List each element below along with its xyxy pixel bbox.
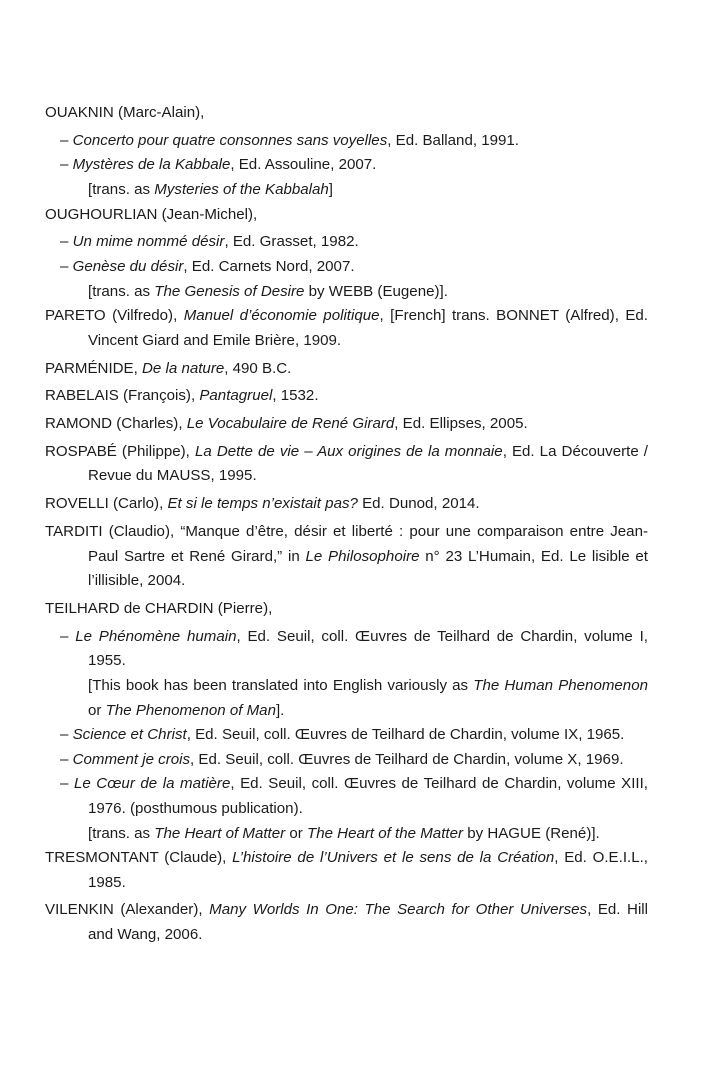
work-title: Mystères de la Kabbale bbox=[72, 156, 231, 174]
note-title-alt: The Phenomenon of Man bbox=[105, 701, 276, 719]
work-item bbox=[45, 625, 648, 674]
work-imprint: n° 23 L’Humain, Ed. Le lisible et l’illisible, 2004. bbox=[88, 547, 648, 590]
entry-rovelli bbox=[45, 492, 648, 517]
work-imprint: , [French] trans. BONNET (Alfred), Ed. Vincent Giard and Emile Brière, 1909. bbox=[88, 307, 649, 349]
work-item bbox=[45, 723, 648, 748]
entry-pareto bbox=[45, 304, 648, 353]
work-title: Le Phénomène humain bbox=[75, 627, 237, 645]
work-imprint: , Ed. Seuil, coll. Œuvres de Teilhard de Chardin, volume X, 1969. bbox=[190, 750, 624, 768]
note-suffix: ]. bbox=[275, 701, 285, 719]
author-heading: OUAKNIN (Marc-Alain), bbox=[45, 104, 205, 121]
note-mid: or bbox=[88, 701, 106, 719]
author-name: ROVELLI (Carlo), bbox=[45, 495, 168, 513]
translation-note bbox=[45, 178, 648, 203]
author-name: TARDITI (Claudio), “Manque d’être, désir et liberté : pour une comparaison entre Jean-Paul Sartre et René Girard,” in bbox=[45, 523, 648, 565]
entry-tresmontant bbox=[45, 846, 648, 895]
work-imprint: , Ed. Seuil, coll. Œuvres de Teilhard de Chardin, volume I, 1955. bbox=[88, 627, 648, 670]
work-title: L’histoire de l’Univers et le sens de la Création bbox=[232, 849, 555, 867]
bibliography-list bbox=[45, 101, 648, 948]
work-imprint: , Ed. Ellipses, 2005. bbox=[394, 415, 528, 433]
work-imprint: , 490 B.C. bbox=[224, 359, 292, 377]
note-suffix: ] bbox=[328, 180, 333, 198]
work-imprint: Ed. Dunod, 2014. bbox=[357, 495, 480, 513]
work-item bbox=[45, 230, 648, 255]
entry-parmenide bbox=[45, 357, 648, 382]
author-heading: OUGHOURLIAN (Jean-Michel), bbox=[45, 205, 258, 223]
author-name: VILENKIN (Alexander), bbox=[45, 901, 210, 919]
work-imprint: , 1532. bbox=[272, 387, 319, 405]
entry-heading-oughourlian bbox=[45, 203, 648, 228]
work-title: Many Worlds In One: The Search for Other Universes bbox=[209, 901, 588, 919]
note-title: Mysteries of the Kabbalah bbox=[154, 180, 329, 198]
note-prefix: [trans. as bbox=[88, 180, 155, 198]
author-name: RABELAIS (François), bbox=[45, 387, 200, 405]
work-item bbox=[45, 153, 648, 178]
work-imprint: , Ed. O.E.I.L., 1985. bbox=[88, 849, 648, 891]
work-item bbox=[45, 129, 648, 154]
work-imprint: , Ed. La Découverte / Revue du MAUSS, 1995. bbox=[88, 442, 648, 485]
translation-note bbox=[45, 280, 648, 305]
author-name: PARMÉNIDE, bbox=[45, 359, 143, 377]
work-item bbox=[45, 255, 648, 280]
note-title: The Heart of Matter bbox=[154, 824, 286, 842]
work-title: Pantagruel bbox=[199, 387, 273, 405]
author-heading: TEILHARD de CHARDIN (Pierre), bbox=[45, 599, 273, 617]
journal-title: Le Philosophoire bbox=[305, 547, 420, 565]
note-suffix: by WEBB (Eugene)]. bbox=[304, 282, 448, 300]
work-title: Un mime nommé désir bbox=[72, 233, 225, 251]
work-imprint: , Ed. Assouline, 2007. bbox=[230, 156, 377, 174]
translation-note bbox=[45, 822, 648, 847]
note-title: The Human Phenomenon bbox=[473, 676, 648, 694]
work-title: La Dette de vie – Aux origines de la monnaie bbox=[194, 442, 503, 460]
work-title: Concerto pour quatre consonnes sans voyelles bbox=[72, 131, 388, 149]
author-name: TRESMONTANT (Claude), bbox=[45, 849, 233, 867]
work-imprint: , Ed. Hill and Wang, 2006. bbox=[88, 901, 649, 944]
work-title: Le Vocabulaire de René Girard bbox=[186, 415, 395, 433]
list-dash: – bbox=[60, 156, 69, 174]
work-title: De la nature bbox=[142, 359, 225, 377]
work-imprint: , Ed. Seuil, coll. Œuvres de Teilhard de Chardin, volume XIII, 1976. (posthumous publication). bbox=[88, 775, 648, 817]
list-dash: – bbox=[60, 775, 69, 793]
entry-heading-teilhard bbox=[45, 597, 648, 622]
translation-note bbox=[45, 674, 648, 723]
note-prefix: [trans. as bbox=[88, 824, 155, 842]
work-title: Le Cœur de la matière bbox=[73, 775, 231, 793]
work-imprint: , Ed. Seuil, coll. Œuvres de Teilhard de Chardin, volume IX, 1965. bbox=[186, 726, 625, 744]
list-dash: – bbox=[60, 233, 69, 251]
entry-tarditi bbox=[45, 520, 648, 594]
list-dash: – bbox=[60, 726, 69, 744]
list-dash: – bbox=[60, 750, 69, 768]
list-dash: – bbox=[60, 627, 69, 645]
work-imprint: , Ed. Carnets Nord, 2007. bbox=[183, 257, 355, 275]
work-imprint: , Ed. Balland, 1991. bbox=[387, 131, 519, 149]
author-name: PARETO (Vilfredo), bbox=[45, 307, 184, 325]
work-title: Et si le temps n’existait pas? bbox=[167, 495, 358, 513]
work-title: Manuel d’économie politique bbox=[183, 307, 380, 325]
entry-heading-ouaknin bbox=[45, 101, 648, 126]
note-suffix: by HAGUE (René)]. bbox=[463, 824, 600, 842]
note-title-alt: The Heart of the Matter bbox=[306, 824, 464, 842]
author-name: ROSPABÉ (Philippe), bbox=[45, 442, 195, 460]
entry-ramond bbox=[45, 412, 648, 437]
work-imprint: , Ed. Grasset, 1982. bbox=[224, 233, 359, 251]
work-title: Genèse du désir bbox=[72, 257, 184, 275]
note-mid: or bbox=[285, 824, 307, 842]
note-prefix: [trans. as bbox=[88, 282, 155, 300]
work-title: Science et Christ bbox=[72, 726, 187, 744]
list-dash: – bbox=[60, 257, 69, 275]
author-name: RAMOND (Charles), bbox=[45, 415, 187, 433]
work-item bbox=[45, 772, 648, 821]
work-item bbox=[45, 748, 648, 773]
note-prefix: [This book has been translated into English variously as bbox=[88, 676, 474, 694]
entry-vilenkin bbox=[45, 898, 648, 947]
entry-rabelais bbox=[45, 384, 648, 409]
list-dash: – bbox=[60, 131, 69, 149]
work-title: Comment je crois bbox=[72, 750, 191, 768]
note-title: The Genesis of Desire bbox=[154, 282, 305, 300]
entry-rospabe bbox=[45, 440, 648, 489]
